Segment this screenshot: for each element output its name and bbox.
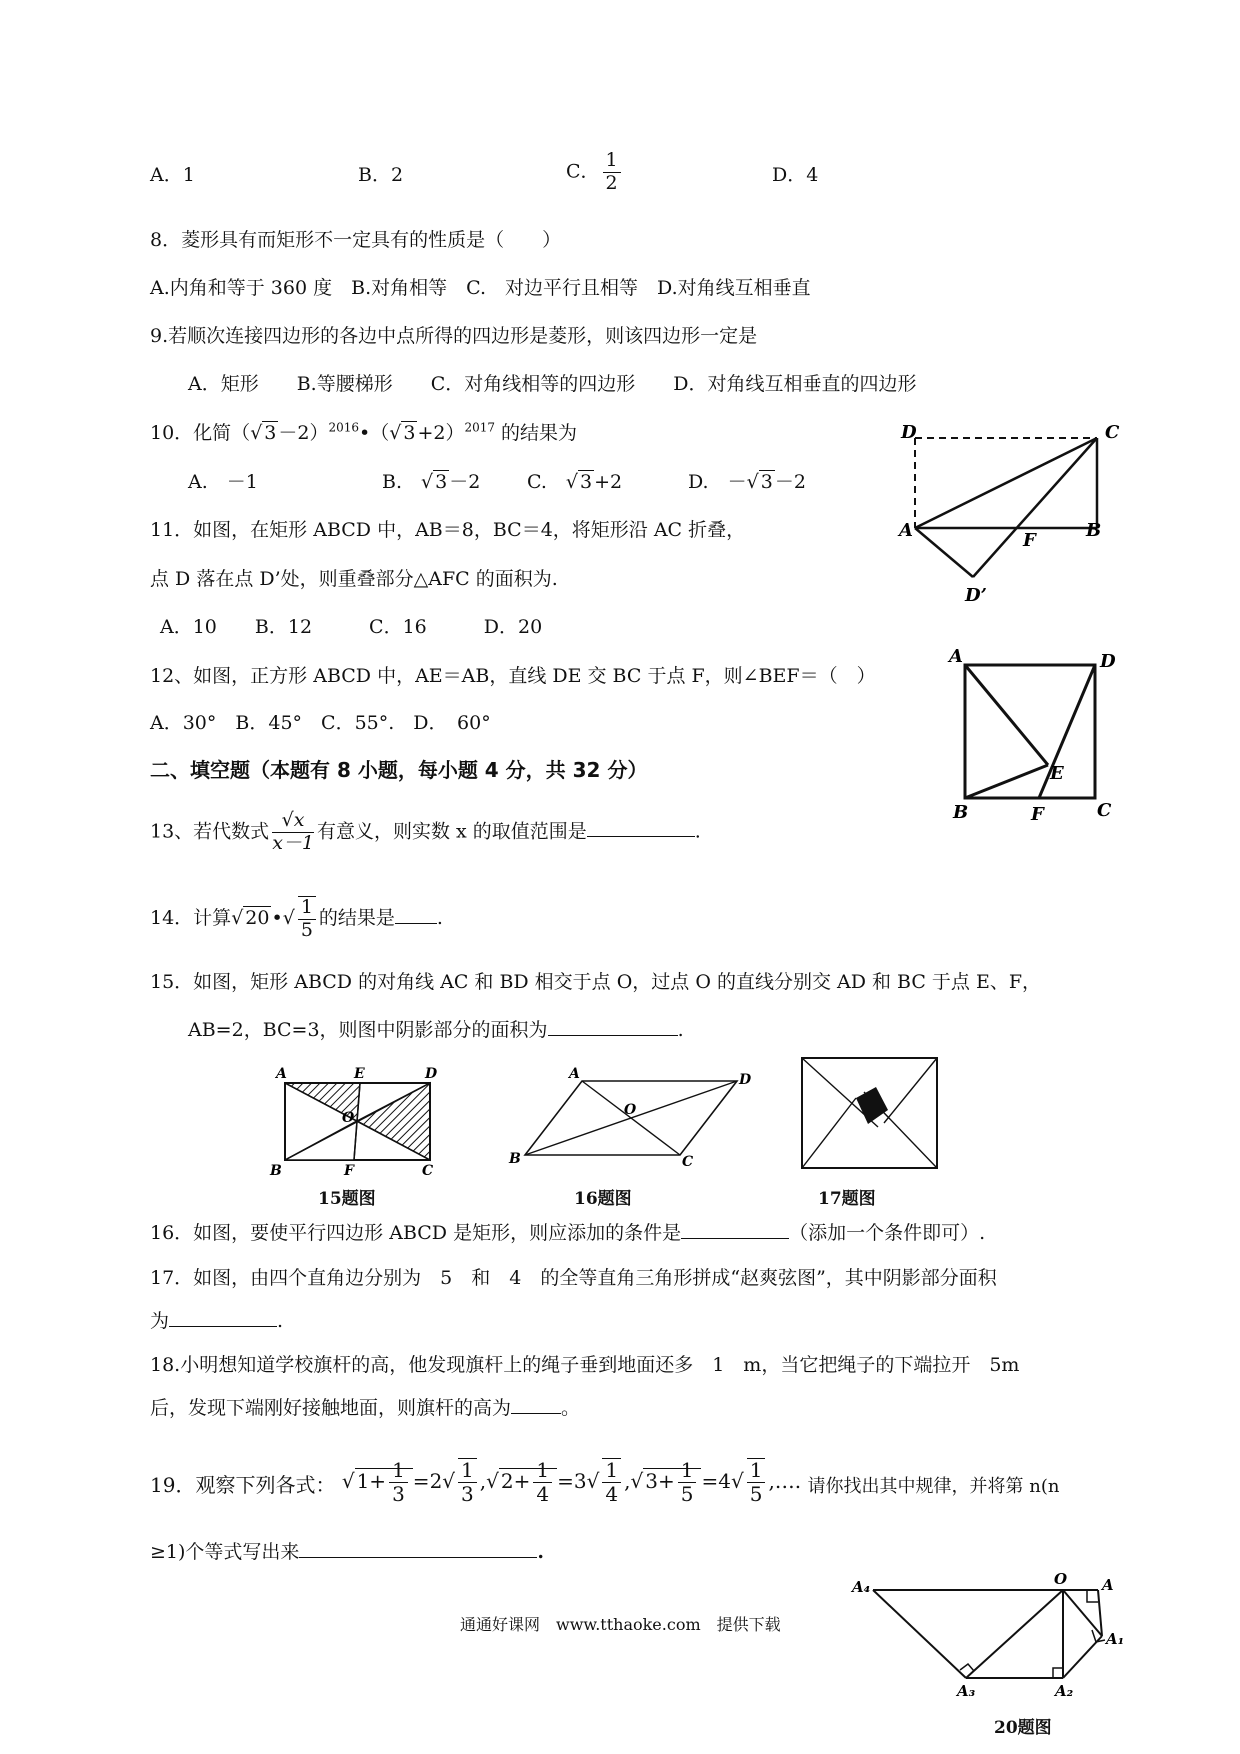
q13-answer-blank[interactable] bbox=[587, 818, 695, 837]
q15-answer-blank[interactable] bbox=[548, 1017, 678, 1036]
fig12-label-c: C bbox=[1097, 800, 1112, 821]
figure-15 bbox=[268, 1058, 448, 1178]
q10-option-d: D. －√ 3 －2 bbox=[688, 471, 806, 493]
q19-line2: ≥1)个等式写出来 . bbox=[150, 1541, 545, 1563]
q8-stem: 8．菱形具有而矩形不一定具有的性质是（ ） bbox=[150, 229, 562, 251]
q8-options: A.内角和等于 360 度 B.对角相等 C. 对边平行且相等 D.对角线互相垂直 bbox=[150, 277, 811, 299]
fig20-label-a3: A₃ bbox=[957, 1682, 976, 1700]
page-footer: 通通好课网 www.tthaoke.com 提供下载 bbox=[460, 1615, 781, 1634]
section-2-heading: 二、填空题（本题有 8 小题，每小题 4 分，共 32 分） bbox=[150, 758, 648, 782]
q9-stem: 9.若顺次连接四边形的各边中点所得的四边形是菱形，则该四边形一定是 bbox=[150, 325, 758, 347]
q15-line2: AB=2，BC=3，则图中阴影部分的面积为 . bbox=[188, 1019, 684, 1041]
q19-expression-1: √ 1+ $\frac{1}{3}$ =2√ $\frac{1}{3}$ , bbox=[341, 1457, 487, 1506]
caption-15: 15题图 bbox=[318, 1189, 376, 1209]
caption-17: 17题图 bbox=[818, 1189, 876, 1209]
figure-17 bbox=[798, 1055, 943, 1175]
fig16-label-c: C bbox=[682, 1154, 694, 1170]
q11-line1: 11．如图，在矩形 ABCD 中，AB＝8，BC＝4，将矩形沿 AC 折叠， bbox=[150, 519, 746, 541]
fig15-label-a: A bbox=[276, 1066, 287, 1082]
q13-fraction: $\frac{√x}{x-1}$ bbox=[272, 809, 314, 854]
fig15-label-b: B bbox=[270, 1163, 282, 1178]
caption-16: 16题图 bbox=[574, 1189, 632, 1209]
q7-option-c bbox=[566, 150, 624, 195]
q7-option-a: A．1 bbox=[150, 164, 195, 186]
fig20-label-a1: A₁ bbox=[1106, 1630, 1125, 1648]
q13: 13、若代数式 $\frac{√x}{x-1}$ 有意义，则实数 x 的取值范围是 . bbox=[150, 809, 701, 854]
fig20-label-a: A bbox=[1102, 1576, 1114, 1594]
q12-stem: 12、如图，正方形 ABCD 中，AE＝AB，直线 DE 交 BC 于点 F，则∠BEF＝（ ） bbox=[150, 665, 876, 687]
q11-options: A．10 B．12 C．16 D．20 bbox=[160, 616, 543, 638]
q10-option-c: C. √ 3 +2 bbox=[527, 471, 623, 493]
figure-20 bbox=[850, 1572, 1150, 1727]
fig15-label-f: F bbox=[344, 1163, 354, 1178]
q7-option-d: D．4 bbox=[772, 164, 819, 186]
q10-option-a: A. －1 bbox=[188, 471, 258, 493]
fig20-label-a2: A₂ bbox=[1055, 1682, 1074, 1700]
q10-option-b: B. √ 3 －2 bbox=[382, 471, 481, 493]
q15-line1: 15．如图，矩形 ABCD 的对角线 AC 和 BD 相交于点 O，过点 O 的直线分别交 AD 和 BC 于点 E、F， bbox=[150, 971, 1042, 993]
fig16-label-o: O bbox=[624, 1102, 637, 1118]
q11-line2: 点 D 落在点 D’处，则重叠部分△AFC 的面积为. bbox=[150, 568, 558, 590]
q10-stem: 10．化简（√ 3 －2）$^{2016}$•（√ 3 +2）$^{2017}$ 的结果为 bbox=[150, 420, 578, 444]
fig12-label-f: F bbox=[1031, 804, 1044, 823]
q14-answer-blank[interactable] bbox=[395, 905, 437, 924]
fig11-label-d: D bbox=[901, 422, 917, 443]
q17-line2: 为 . bbox=[150, 1310, 284, 1332]
fig20-label-o: O bbox=[1054, 1572, 1068, 1588]
q19-line1: 19．观察下列各式： √ 1+ $\frac{1}{3}$ =2√ $\frac{1}{3}$ ,√ 2+ $\frac{1}{4}$ =3√ $\frac{1}{4}$ ,√ 3+ $\frac{1}{5}$ =4√ $\frac{1}{5}$ ,…. 请你找出其中规律，并将第 n(n bbox=[150, 1457, 1060, 1506]
fig15-label-e: E bbox=[354, 1066, 365, 1082]
fig11-label-b: B bbox=[1086, 520, 1102, 541]
fig16-label-a: A bbox=[569, 1066, 580, 1082]
q17-answer-blank[interactable] bbox=[169, 1308, 277, 1327]
q19-answer-blank[interactable] bbox=[299, 1539, 537, 1558]
q19-expression-3: √ 3+ $\frac{1}{5}$ =4√ $\frac{1}{5}$ ,…. bbox=[630, 1457, 802, 1506]
q9-options: A．矩形 B.等腰梯形 C．对角线相等的四边形 D．对角线互相垂直的四边形 bbox=[188, 373, 917, 395]
figure-16 bbox=[505, 1060, 765, 1170]
caption-20: 20题图 bbox=[994, 1718, 1052, 1738]
figure-12 bbox=[935, 648, 1125, 823]
fig15-label-o: O bbox=[342, 1110, 355, 1126]
q18-answer-blank[interactable] bbox=[511, 1395, 561, 1414]
fig20-label-a4: A₄ bbox=[852, 1578, 871, 1596]
q7-fraction: $\frac{1}{2}$ bbox=[603, 150, 621, 195]
q19-expression-2: √ 2+ $\frac{1}{4}$ =3√ $\frac{1}{4}$ , bbox=[486, 1457, 631, 1506]
fig12-label-e: E bbox=[1050, 763, 1064, 784]
fig11-label-d-prime: D’ bbox=[965, 585, 987, 606]
fig12-label-d: D bbox=[1100, 651, 1116, 672]
q18-line2: 后，发现下端刚好接触地面，则旗杆的高为 。 bbox=[150, 1397, 581, 1419]
q14: 14．计算√ 20 •√ $\frac{1}{5}$ 的结果是 . bbox=[150, 896, 443, 941]
fig12-label-b: B bbox=[953, 802, 969, 823]
q16: 16．如图，要使平行四边形 ABCD 是矩形，则应添加的条件是 （添加一个条件即可）. bbox=[150, 1222, 986, 1244]
q14-fraction: $\frac{1}{5}$ bbox=[298, 896, 316, 942]
fig12-label-a: A bbox=[949, 648, 963, 667]
fig11-label-f: F bbox=[1023, 530, 1036, 551]
q7-option-c-label: C． bbox=[566, 160, 600, 183]
figure-11 bbox=[895, 420, 1135, 610]
fig16-label-d: D bbox=[739, 1072, 752, 1088]
fig15-label-c: C bbox=[422, 1163, 434, 1178]
q16-answer-blank[interactable] bbox=[681, 1220, 789, 1239]
q18-line1: 18.小明想知道学校旗杆的高，他发现旗杆上的绳子垂到地面还多 1 m，当它把绳子的下端拉开 5m bbox=[150, 1354, 1020, 1376]
q12-options: A．30° B．45° C．55°. D． 60° bbox=[150, 712, 491, 734]
q7-option-b: B．2 bbox=[358, 164, 404, 186]
fig15-label-d: D bbox=[425, 1066, 438, 1082]
q17-line1: 17．如图，由四个直角边分别为 5 和 4 的全等直角三角形拼成“赵爽弦图”，其中阴影部分面积 bbox=[150, 1267, 997, 1289]
fig16-label-b: B bbox=[509, 1151, 521, 1167]
fig11-label-c: C bbox=[1105, 422, 1120, 443]
fig11-label-a: A bbox=[899, 520, 913, 541]
